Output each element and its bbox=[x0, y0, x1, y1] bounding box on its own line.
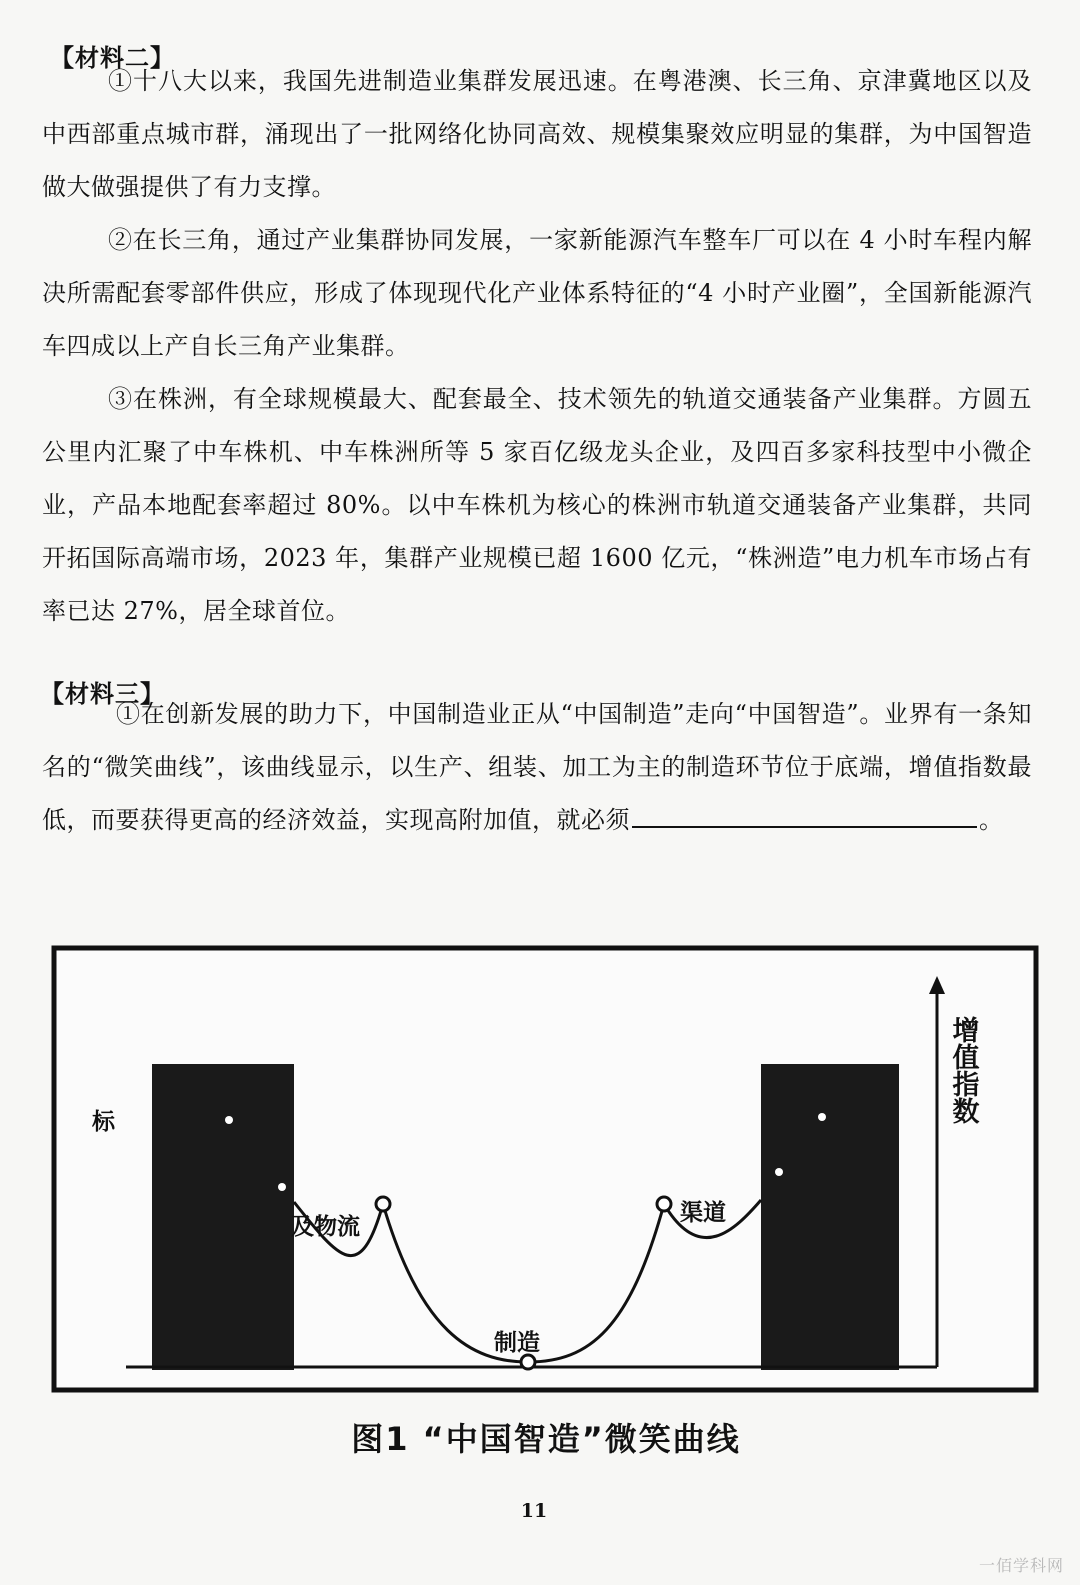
right-dark-block bbox=[761, 1064, 899, 1370]
label-logistics: 及物流 bbox=[291, 1214, 360, 1240]
material-2-paragraph-3: ③在株洲，有全球规模最大、配套最全、技术领先的轨道交通装备产业集群。方圆五公里内汇聚了中车株机、中车株洲所等 5 家百亿级龙头企业，及四百多家科技型中小微企业，产品本地配套率超过 80%。以中车株机为核心的株洲市轨道交通装备产业集群，共同开拓国际高端市场，2023 年，集群产业规模已超 1600 亿元，“株洲造”电力机车市场占有率已达 27%，居全球首位。 bbox=[42, 385, 1032, 625]
material-2-paragraph-1: ①十八大以来，我国先进制造业集群发展迅速。在粤港澳、长三角、京津冀地区以及中西部重点城市群，涌现出了一批网络化协同高效、规模集聚效应明显的集群，为中国智造做大做强提供了有力支撑。 bbox=[42, 67, 1032, 201]
material-3-text: ①在创新发展的助力下，中国制造业正从“中国制造”走向“中国智造”。业界有一条知名的“微笑曲线”，该曲线显示，以生产、组装、加工为主的制造环节位于底端，增值指数最低，而要获得更高的经济效益，实现高附加值，就必须 bbox=[42, 700, 1032, 834]
curve-point-channels bbox=[657, 1197, 671, 1211]
curve-point-logistics bbox=[376, 1197, 390, 1211]
right-block-dot-bottom bbox=[775, 1168, 783, 1176]
left-block-dot-top bbox=[225, 1116, 233, 1124]
curve-point-manufacturing bbox=[521, 1355, 535, 1369]
label-manufacturing: 制造 bbox=[494, 1330, 540, 1356]
watermark: 一佰学科网 bbox=[978, 1556, 1064, 1575]
page-number: 11 bbox=[520, 1500, 548, 1522]
left-dark-block bbox=[152, 1064, 294, 1370]
y-axis-label: 增值指数 bbox=[947, 1016, 979, 1124]
left-block-dot-bottom bbox=[278, 1183, 286, 1191]
material-3-heading: 【材料三】 bbox=[40, 679, 165, 708]
left-block-label: 标 bbox=[92, 1109, 115, 1135]
material-3-end-mark: 。 bbox=[979, 806, 1004, 834]
figure-caption: 图1 “中国智造”微笑曲线 bbox=[351, 1420, 741, 1458]
material-2-heading: 【材料二】 bbox=[50, 43, 175, 72]
material-2-paragraph-2: ②在长三角，通过产业集群协同发展，一家新能源汽车整车厂可以在 4 小时车程内解决所需配套零部件供应，形成了体现现代化产业体系特征的“4 小时产业圈”，全国新能源汽车四成以上产自长三角产业集群。 bbox=[42, 226, 1032, 360]
right-block-dot-top bbox=[818, 1113, 826, 1121]
label-channels: 渠道 bbox=[680, 1200, 726, 1226]
